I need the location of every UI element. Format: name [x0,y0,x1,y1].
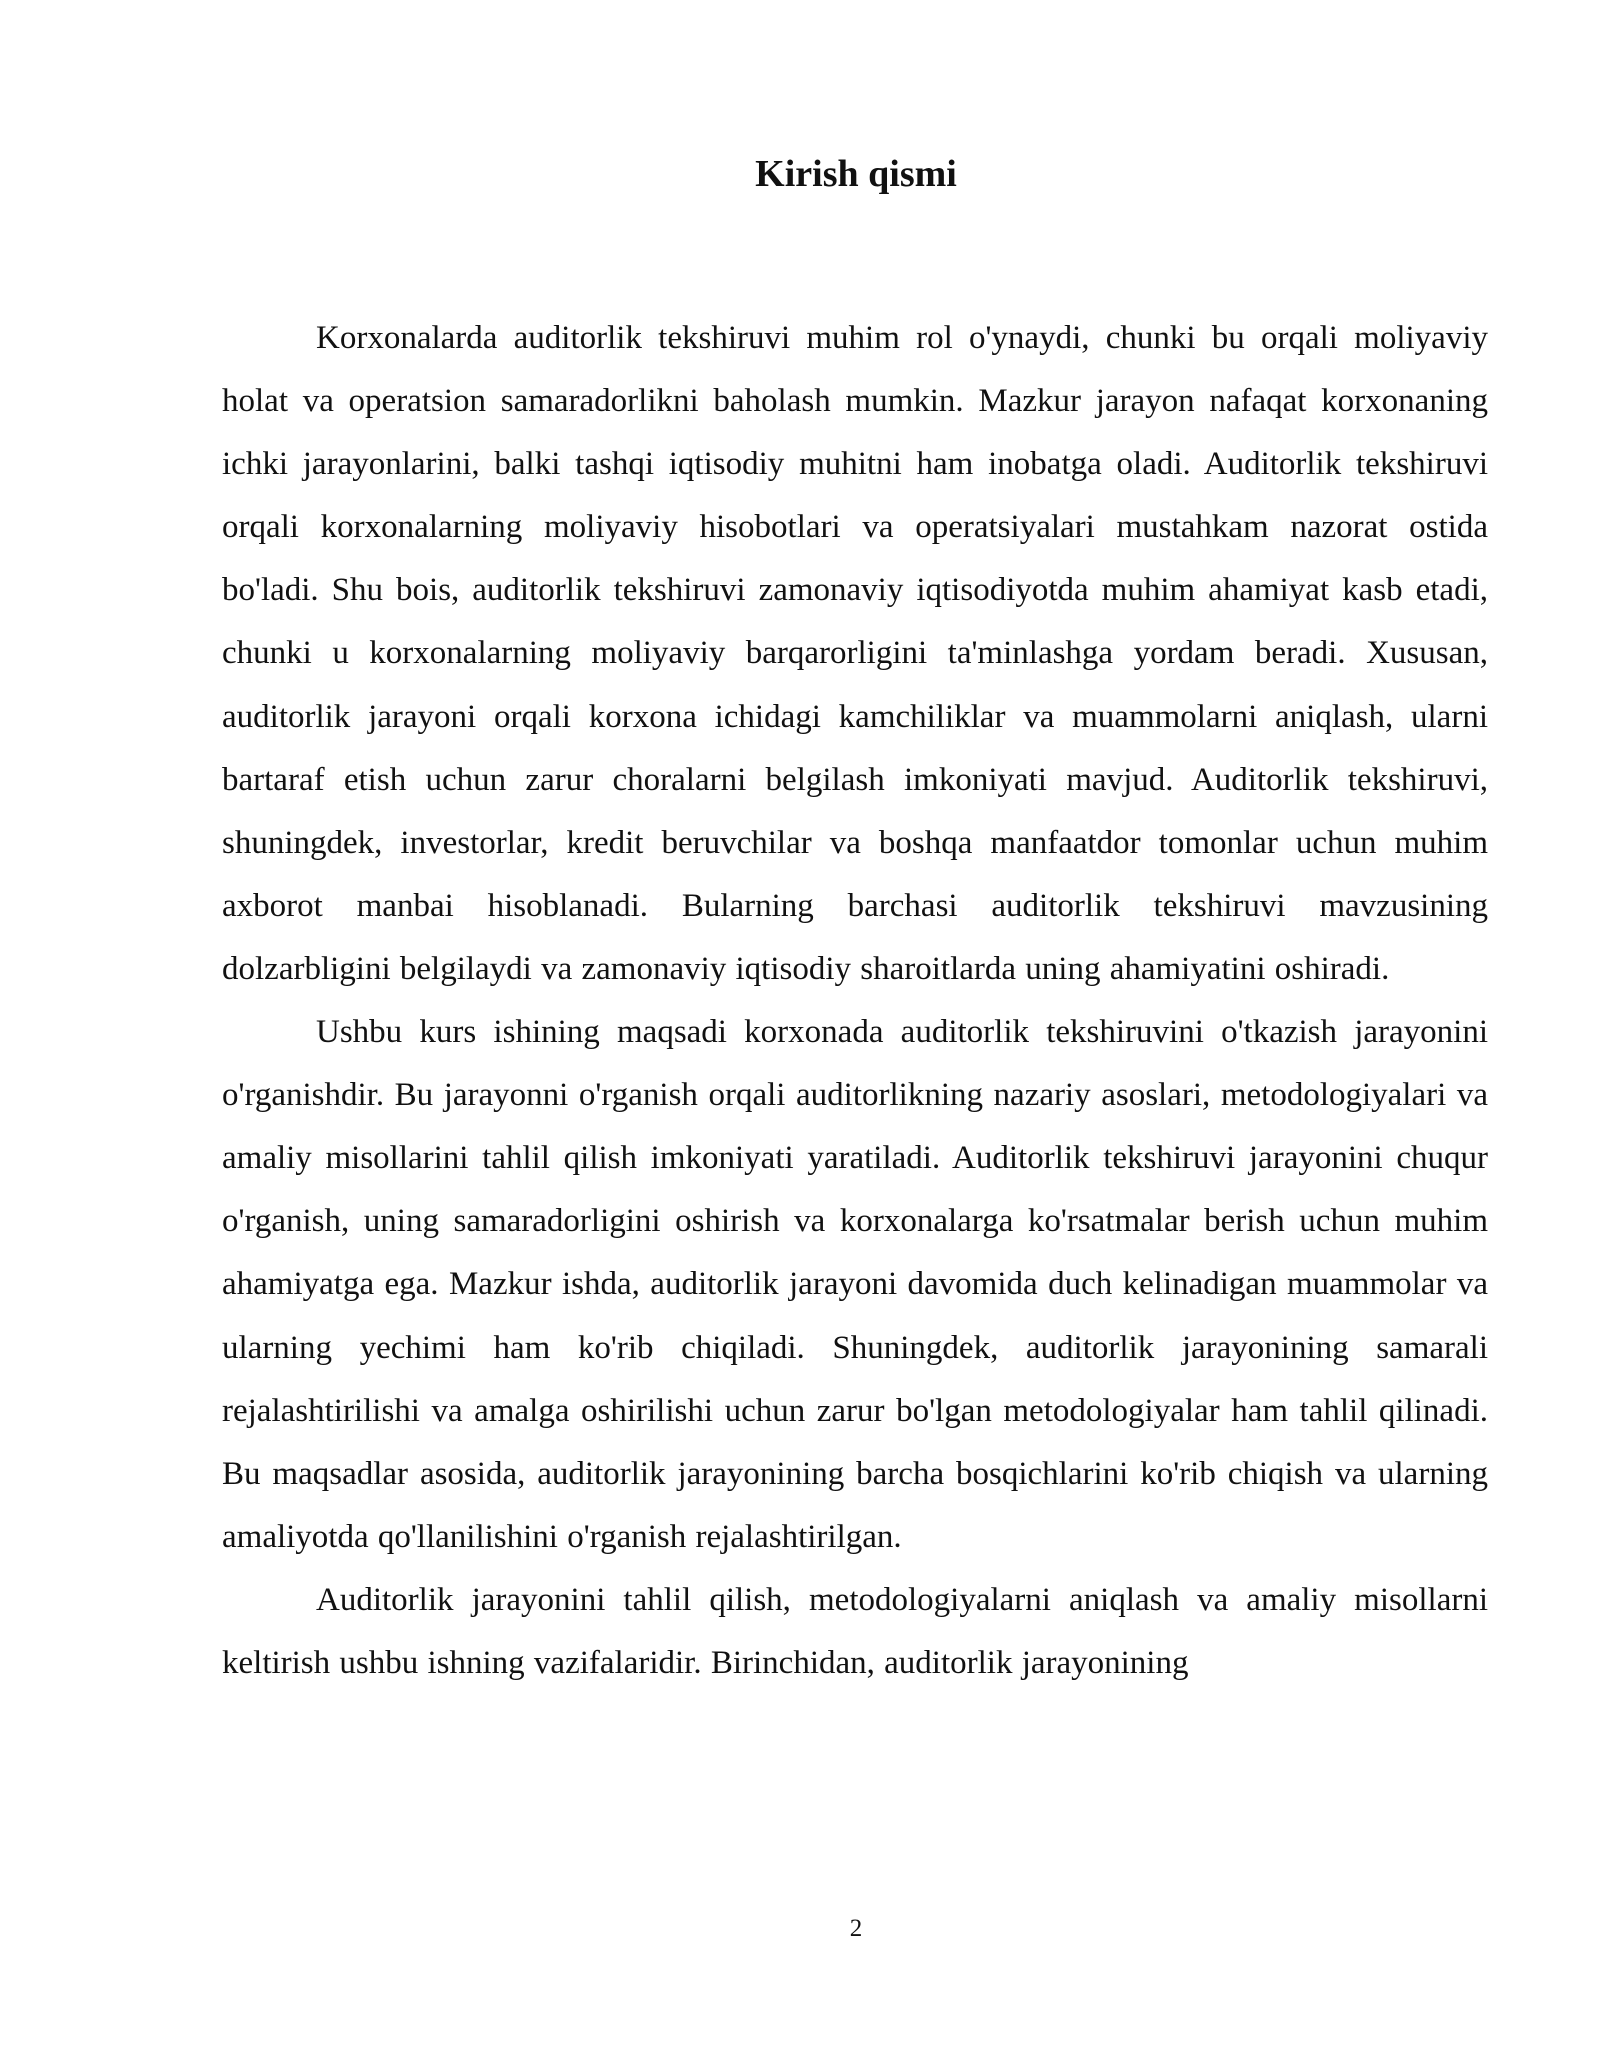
paragraph: Ushbu kurs ishining maqsadi korxonada auditorlik tekshiruvini o'tkazish jarayonini o'rganishdir. Bu jarayonni o'rganish orqali auditorlikning nazariy asoslari, metodologiyalari va amaliy misollarini tahlil qilish imkoniyati yaratiladi. Auditorlik tekshiruvi jarayonini chuqur o'rganish, uning samaradorligini oshirish va korxonalarga ko'rsatmalar berish uchun muhim ahamiyatga ega. Mazkur ishda, auditorlik jarayoni davomida duch kelinadigan muammolar va ularning yechimi ham ko'rib chiqiladi. Shuningdek, auditorlik jarayonining samarali rejalashtirilishi va amalga oshirilishi uchun zarur bo'lgan metodologiyalar ham tahlil qilinadi. Bu maqsadlar asosida, auditorlik jarayonining barcha bosqichlarini ko'rib chiqish va ularning amaliyotda qo'llanilishini o'rganish rejalashtirilgan. [222,1014,1488,1555]
page-title: Kirish qismi [755,153,957,195]
page-number: 2 [849,1915,863,1942]
body-text [222,307,1488,1695]
paragraph: Korxonalarda auditorlik tekshiruvi muhim rol o'ynaydi, chunki bu orqali moliyaviy holat va operatsion samaradorlikni baholash mumkin. Mazkur jarayon nafaqat korxonaning ichki jarayonlarini, balki tashqi iqtisodiy muhitni ham inobatga oladi. Auditorlik tekshiruvi orqali korxonalarning moliyaviy hisobotlari va operatsiyalari mustahkam nazorat ostida bo'ladi. Shu bois, auditorlik tekshiruvi zamonaviy iqtisodiyotda muhim ahamiyat kasb etadi, chunki u korxonalarning moliyaviy barqarorligini ta'minlashga yordam beradi. Xususan, auditorlik jarayoni orqali korxona ichidagi kamchiliklar va muammolarni aniqlash, ularni bartaraf etish uchun zarur choralarni belgilash imkoniyati mavjud. Auditorlik tekshiruvi, shuningdek, investorlar, kredit beruvchilar va boshqa manfaatdor tomonlar uchun muhim axborot manbai hisoblanadi. Bularning barchasi auditorlik tekshiruvi mavzusining dolzarbligini belgilaydi va zamonaviy iqtisodiy sharoitlarda uning ahamiyatini oshiradi. [222,320,1488,987]
paragraph: Auditorlik jarayonini tahlil qilish, metodologiyalarni aniqlash va amaliy misollarni keltirish ushbu ishning vazifalaridir. Birinchidan, auditorlik jarayonining [222,1581,1488,1681]
